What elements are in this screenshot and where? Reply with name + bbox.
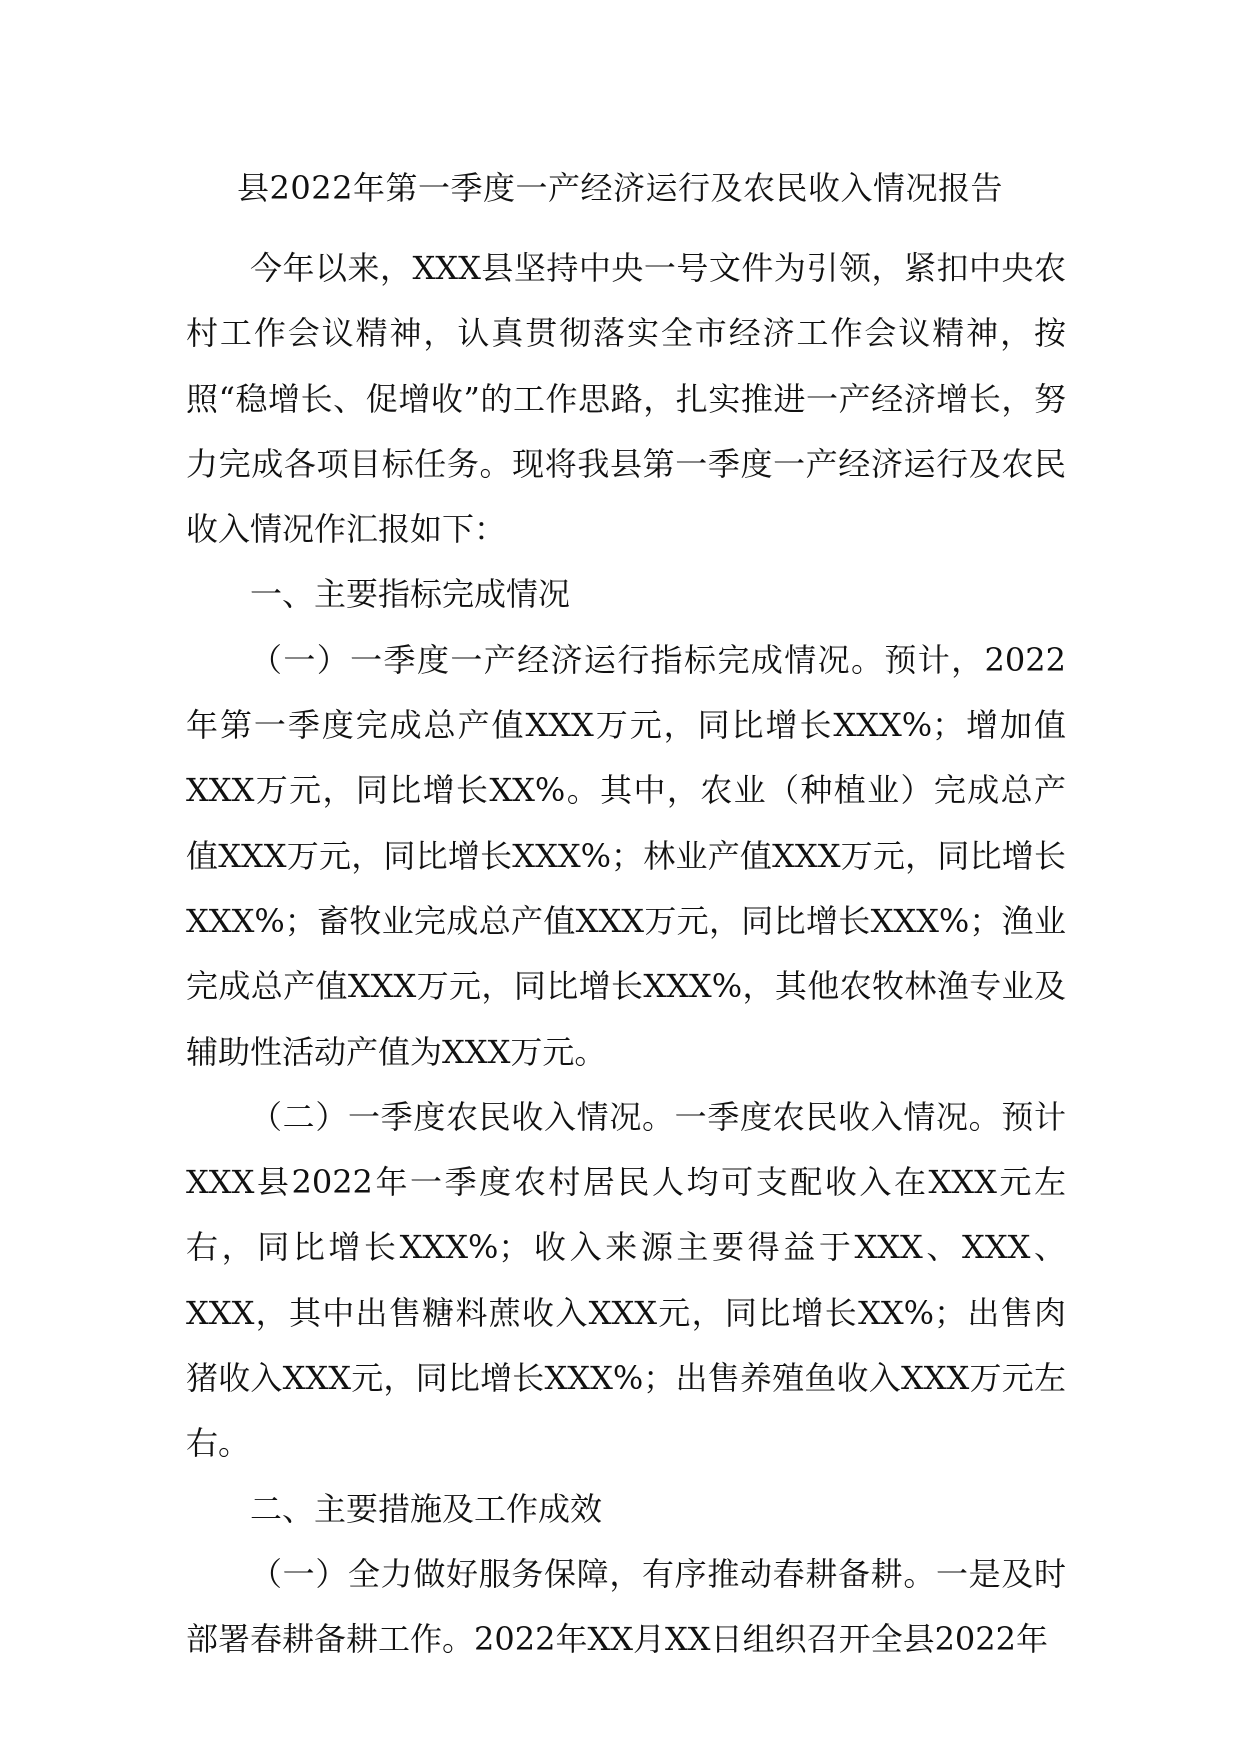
subsection-paragraph-1-1: （一）一季度一产经济运行指标完成情况。预计，2022年第一季度完成总产值XXX万元，同比增长XXX%；增加值XXX万元，同比增长XX%。其中，农业（种植业）完成总产值XXX万元，同比增长XXX%；林业产值XXX万元，同比增长XXX%；畜牧业完成总产值XXX万元，同比增长XXX%；渔业完成总产值XXX万元，同比增长XXX%，其他农牧林渔专业及辅助性活动产值为XXX万元。: [186, 640, 1066, 1071]
intro-paragraph: 今年以来，XXX县坚持中央一号文件为引领，紧扣中央农村工作会议精神，认真贯彻落实全市经济工作会议精神，按照“稳增长、促增收”的工作思路，扎实推进一产经济增长，努力完成各项目标任务。现将我县第一季度一产经济运行及农民收入情况作汇报如下：: [186, 249, 1066, 549]
document-body: [186, 236, 1066, 1673]
subsection-paragraph-1-2: （二）一季度农民收入情况。一季度农民收入情况。预计XXX县2022年一季度农村居民人均可支配收入在XXX元左右，同比增长XXX%；收入来源主要得益于XXX、XXX、XXX，其中出售糖料蔗收入XXX元，同比增长XX%；出售肉猪收入XXX元，同比增长XXX%；出售养殖鱼收入XXX万元左右。: [186, 1097, 1066, 1463]
document-title: 县2022年第一季度一产经济运行及农民收入情况报告: [237, 169, 1003, 207]
section-heading-2: 二、主要措施及工作成效: [250, 1489, 603, 1528]
subsection-paragraph-2-1: （一）全力做好服务保障，有序推动春耕备耕。一是及时部署春耕备耕工作。2022年XX月XX日组织召开全县2022年: [186, 1554, 1066, 1659]
section-heading-1: 一、主要指标完成情况: [250, 575, 571, 614]
